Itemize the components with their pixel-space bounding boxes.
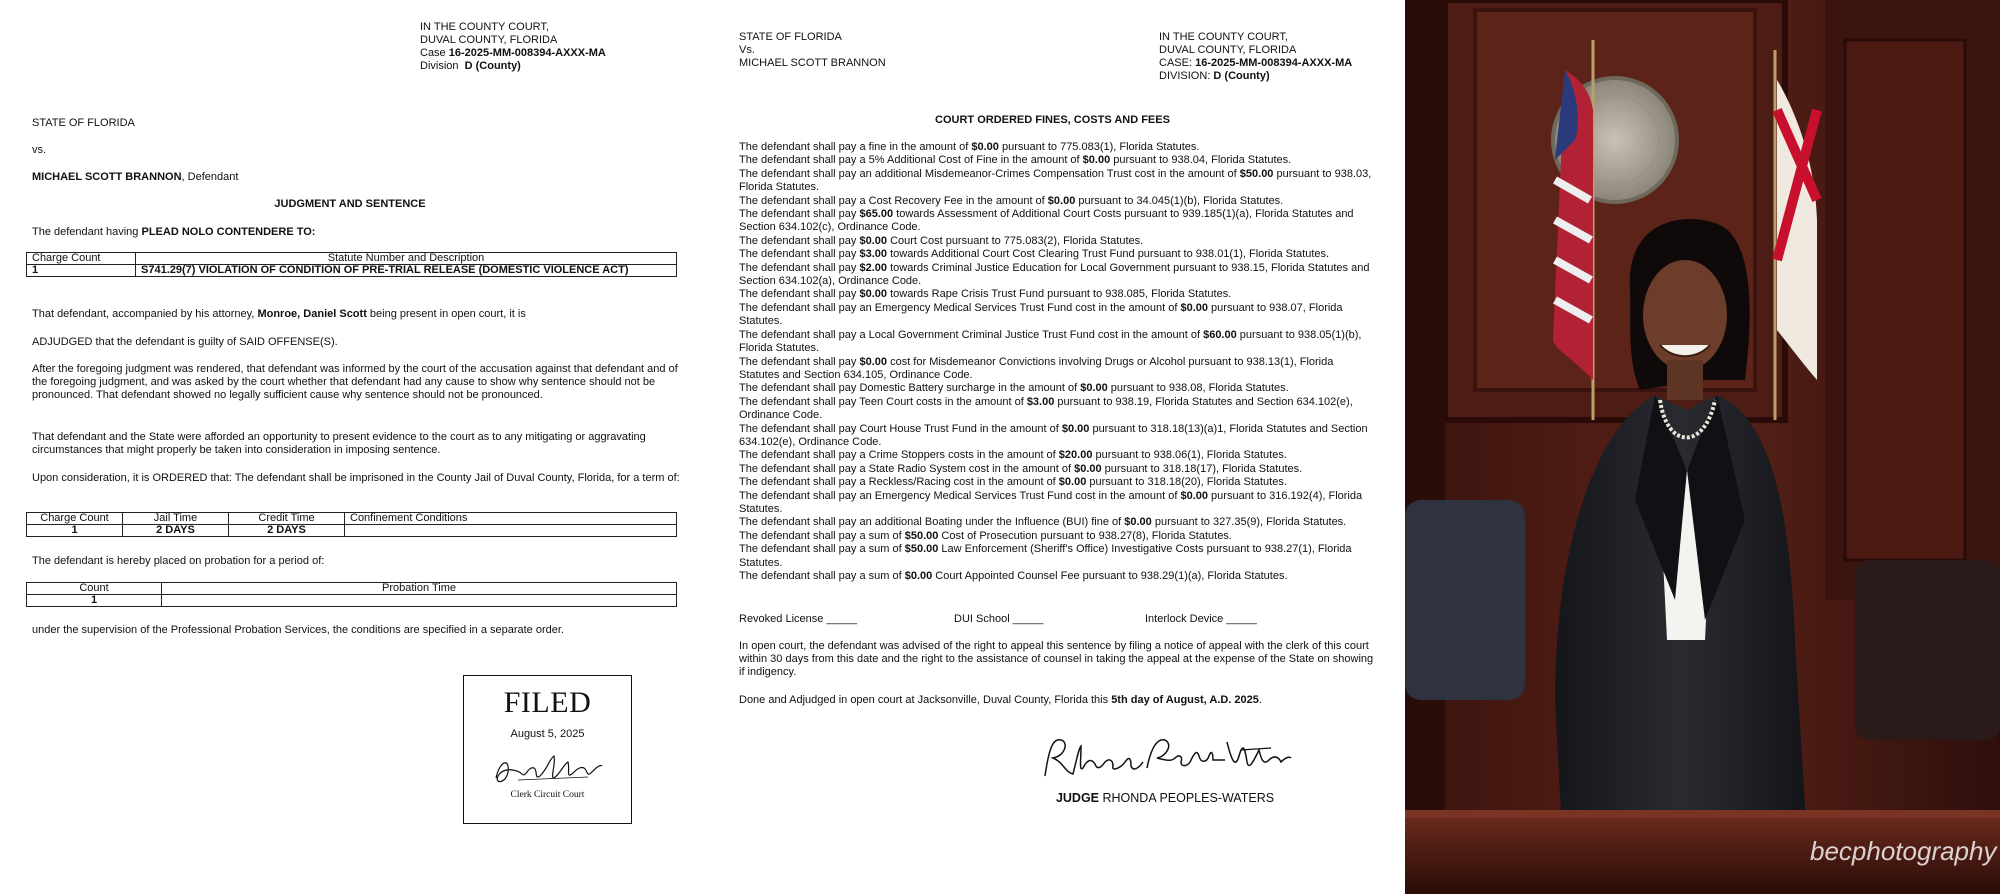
fee-amount: $0.00 [1074,462,1102,475]
fee-item: The defendant shall pay a Local Government Criminal Justice Trust Fund cost in the amount of $60.00 pursuant to 938.05(1)(b), Florida Statutes. [739,328,1362,355]
division: D (County) [464,60,521,72]
party-header [739,31,886,70]
fee-item: The defendant shall pay Teen Court costs in the amount of $3.00 pursuant to 938.19, Florida Statutes and Section 634.102(e), Ordinance Code. [739,395,1353,422]
fee-item: The defendant shall pay a sum of $50.00 Law Enforcement (Sheriff's Office) Investigative Costs pursuant to 938.27(1), Florida Statutes. [739,543,1352,569]
fee-item: The defendant shall pay $0.00 cost for Misdemeanor Convictions involving Drugs or Alcohol pursuant to 938.13(1), Florida Statutes and Section 634.105, Ordinance Code. [739,355,1334,381]
column-header: Count [27,583,162,595]
fee-item: The defendant shall pay a 5% Additional Cost of Fine in the amount of $0.00 pursuant to 938.04, Florida Statutes. [739,154,1292,167]
judge-name-line: JUDGE RHONDA PEOPLES-WATERS [1055,791,1275,805]
judge-signature [1035,728,1295,788]
fee-amount: $0.00 [859,288,888,301]
fee-item: The defendant shall pay a sum of $50.00 Cost of Prosecution pursuant to 938.27(8), Florida Statutes. [739,529,1232,542]
table-cell [345,525,677,537]
column-header: Charge Count [27,513,123,525]
division-line: Division D (County) [420,60,521,72]
revoked-license-field: Revoked License _____ [739,613,858,625]
fee-list [739,141,1375,583]
fee-amount: $3.00 [859,248,888,261]
ordered-paragraph: Upon consideration, it is ORDERED that: The defendant shall be imprisoned in the County Jail of Duval County, Florida, for a term of: [32,472,680,484]
defendant-name: MICHAEL SCOTT BRANNON [32,171,182,183]
attorney-name: Monroe, Daniel Scott [257,308,367,320]
fee-item: The defendant shall pay an additional Misdemeanor-Crimes Compensation Trust cost in the amount of $50.00 pursuant to 938.03, Florida Statutes. [739,167,1372,194]
fee-amount: $20.00 [1058,449,1093,462]
jail-table [26,512,677,537]
court-header [420,21,606,73]
table-header-row [27,513,677,525]
interlock-device-field: Interlock Device _____ [1145,613,1257,625]
section-title: COURT ORDERED FINES, COSTS AND FEES [935,114,1170,126]
fee-amount: $60.00 [1203,328,1237,341]
table-cell: S741.29(7) VIOLATION OF CONDITION OF PRE-TRIAL RELEASE (DOMESTIC VIOLENCE ACT) [136,265,677,277]
fee-amount: $3.00 [1026,395,1055,408]
done-date: 5th day of August, A.D. 2025 [1111,694,1259,706]
fee-item: The defendant shall pay a sum of $0.00 Court Appointed Counsel Fee pursuant to 938.29(1)(a), Florida Statutes. [739,570,1288,582]
column-header: Confinement Conditions [345,513,677,525]
judgment-page [0,0,700,894]
column-header: Jail Time [123,513,229,525]
photographer-watermark: becphotography [1810,836,1997,866]
fee-amount: $50.00 [904,529,939,542]
fee-item: The defendant shall pay $3.00 towards Additional Court Cost Clearing Trust Fund pursuant to 938.01(1), Florida Statutes. [739,248,1330,261]
judge-name: RHONDA PEOPLES-WATERS [1102,791,1275,805]
fee-amount: $0.00 [1180,301,1208,314]
table-cell: 2 DAYS [123,525,229,537]
fee-item: The defendant shall pay Domestic Battery surcharge in the amount of $0.00 pursuant to 938.08, Florida Statutes. [739,382,1289,395]
column-header: Statute Number and Description [136,253,677,265]
case-number: 16-2025-MM-008394-AXXX-MA [448,47,606,59]
fee-amount: $0.00 [1058,476,1087,489]
clerk-signature [488,750,608,790]
fee-item: The defendant shall pay an Emergency Medical Services Trust Fund cost in the amount of $0.00 pursuant to 316.192(4), Florida Statutes. [739,489,1363,515]
fee-item: The defendant shall pay a Crime Stoppers costs in the amount of $20.00 pursuant to 938.06(1), Florida Statutes. [739,449,1287,462]
fee-item: The defendant shall pay $65.00 towards Assessment of Additional Court Costs pursuant to 939.185(1)(a), Florida Statutes and Section 634.102(c), Ordinance Code. [739,208,1354,234]
fee-item: The defendant shall pay a Reckless/Racing cost in the amount of $0.00 pursuant to 318.18(20), Florida Statutes. [739,476,1287,489]
clerk-title: Clerk Circuit Court [510,790,585,800]
state-party: STATE OF FLORIDA [739,31,842,43]
fee-amount: $0.00 [1124,516,1152,529]
probation-table [26,582,677,607]
fee-item: The defendant shall pay $0.00 towards Rape Crisis Trust Fund pursuant to 938.085, Florida Statutes. [739,288,1232,301]
plea: PLEAD NOLO CONTENDERE TO: [141,226,316,238]
table-header-row [27,583,677,595]
case-number: 16-2025-MM-008394-AXXX-MA [1195,57,1353,69]
fee-item: The defendant shall pay Court House Trust Fund in the amount of $0.00 pursuant to 318.18(13)(a)1, Florida Statutes and Section 634.102(e), Ordinance Code. [739,422,1368,448]
fee-amount: $2.00 [859,261,888,274]
fee-amount: $0.00 [859,355,888,368]
adjudged-line: ADJUDGED that the defendant is guilty of SAID OFFENSE(S). [32,336,338,348]
foregoing-paragraph: After the foregoing judgment was rendered, that defendant was informed by the court of the accusation against that defendant and of the foregoing judgment, and was asked by the court whether that defendant had any cause to show why sentence should not be pronounced. That defendant showed no legally sufficient cause why sentence should not be pronounced. [32,363,678,401]
supervision-line: under the supervision of the Professional Probation Services, the conditions are specified in a separate order. [32,624,564,636]
fee-amount: $0.00 [1180,489,1208,502]
filed-date: August 5, 2025 [510,728,585,740]
table-cell: 1 [27,265,136,277]
probation-intro: The defendant is hereby placed on probation for a period of: [32,555,325,567]
fee-amount: $50.00 [1239,167,1274,180]
column-header: Probation Time [162,583,677,595]
filed-stamp [463,675,632,824]
column-header: Credit Time [229,513,345,525]
fee-item: The defendant shall pay $0.00 Court Cost pursuant to 775.083(2), Florida Statutes. [739,234,1144,247]
fee-amount: $0.00 [1047,194,1076,207]
fines-page [700,0,1405,894]
fee-amount: $0.00 [904,570,933,582]
fee-item: The defendant shall pay a State Radio System cost in the amount of $0.00 pursuant to 318.18(17), Florida Statutes. [739,462,1303,475]
fee-amount: $0.00 [1080,382,1108,395]
fee-amount: $65.00 [859,208,894,221]
vs-label: Vs. [739,44,755,56]
fee-amount: $0.00 [859,234,888,247]
appeal-paragraph: In open court, the defendant was advised of the right to appeal this sentence by filing a notice of appeal with the clerk of this court within 30 days from this date and the right to the assistance of counsel in taking the appeal at the expense of the State on showing if indigency. [739,640,1374,678]
court-name: IN THE COUNTY COURT, [1159,31,1288,43]
table-row [27,525,677,537]
table-header-row [27,253,677,265]
fee-amount: $0.00 [1061,422,1090,435]
county-name: DUVAL COUNTY, FLORIDA [420,34,558,46]
table-cell: 1 [27,525,123,537]
fee-item: The defendant shall pay a fine in the amount of $0.00 pursuant to 775.083(1), Florida Statutes. [739,141,1200,153]
judge-portrait-photo [1405,0,2000,894]
county-name: DUVAL COUNTY, FLORIDA [1159,44,1297,56]
table-row [27,595,677,607]
table-cell: 2 DAYS [229,525,345,537]
fee-item: The defendant shall pay a Cost Recovery Fee in the amount of $0.00 pursuant to 34.045(1)(b), Florida Statutes. [739,194,1284,207]
table-cell: 1 [27,595,162,607]
case-number-line: Case 16-2025-MM-008394-AXXX-MA [420,47,606,59]
case-number-line: CASE: 16-2025-MM-008394-AXXX-MA [1159,57,1353,69]
dui-school-field: DUI School _____ [954,613,1044,625]
fee-amount: $50.00 [904,543,939,556]
mitigating-paragraph: That defendant and the State were afforded an opportunity to present evidence to the court as to any mitigating or aggravating circumstances that might properly be taken into consideration in imposing sentence. [32,431,646,456]
done-line: Done and Adjudged in open court at Jacksonville, Duval County, Florida this 5th day of August, A.D. 2025. [739,694,1262,706]
division: D (County) [1213,70,1270,82]
state-party: STATE OF FLORIDA [32,117,135,129]
division-line: DIVISION: D (County) [1159,70,1270,82]
defendant-line: MICHAEL SCOTT BRANNON, Defendant [32,171,239,183]
filed-title: FILED [503,686,592,719]
fee-amount: $0.00 [1082,154,1111,167]
court-name: IN THE COUNTY COURT, [420,21,549,33]
courtroom-portrait [1405,0,2000,894]
plea-line: The defendant having PLEAD NOLO CONTENDERE TO: [32,226,316,238]
page-title: JUDGMENT AND SENTENCE [274,198,426,210]
column-header: Charge Count [27,253,136,265]
fee-item: The defendant shall pay an additional Boating under the Influence (BUI) fine of $0.00 pursuant to 327.35(9), Florida Statutes. [739,516,1347,529]
defendant-name: MICHAEL SCOTT BRANNON [739,57,886,69]
vs-label: vs. [32,144,47,156]
charge-table [26,252,677,277]
fee-item: The defendant shall pay an Emergency Medical Services Trust Fund cost in the amount of $0.00 pursuant to 938.07, Florida Statutes. [739,301,1343,328]
attorney-line: That defendant, accompanied by his attorney, Monroe, Daniel Scott being present in open court, it is [32,308,526,320]
fee-item: The defendant shall pay $2.00 towards Criminal Justice Education for Local Government pursuant to 938.15, Florida Statutes and Section 634.102(a), Ordinance Code. [739,261,1370,288]
fee-amount: $0.00 [971,141,999,153]
table-row [27,265,677,277]
table-cell [162,595,677,607]
court-header [1159,31,1352,83]
